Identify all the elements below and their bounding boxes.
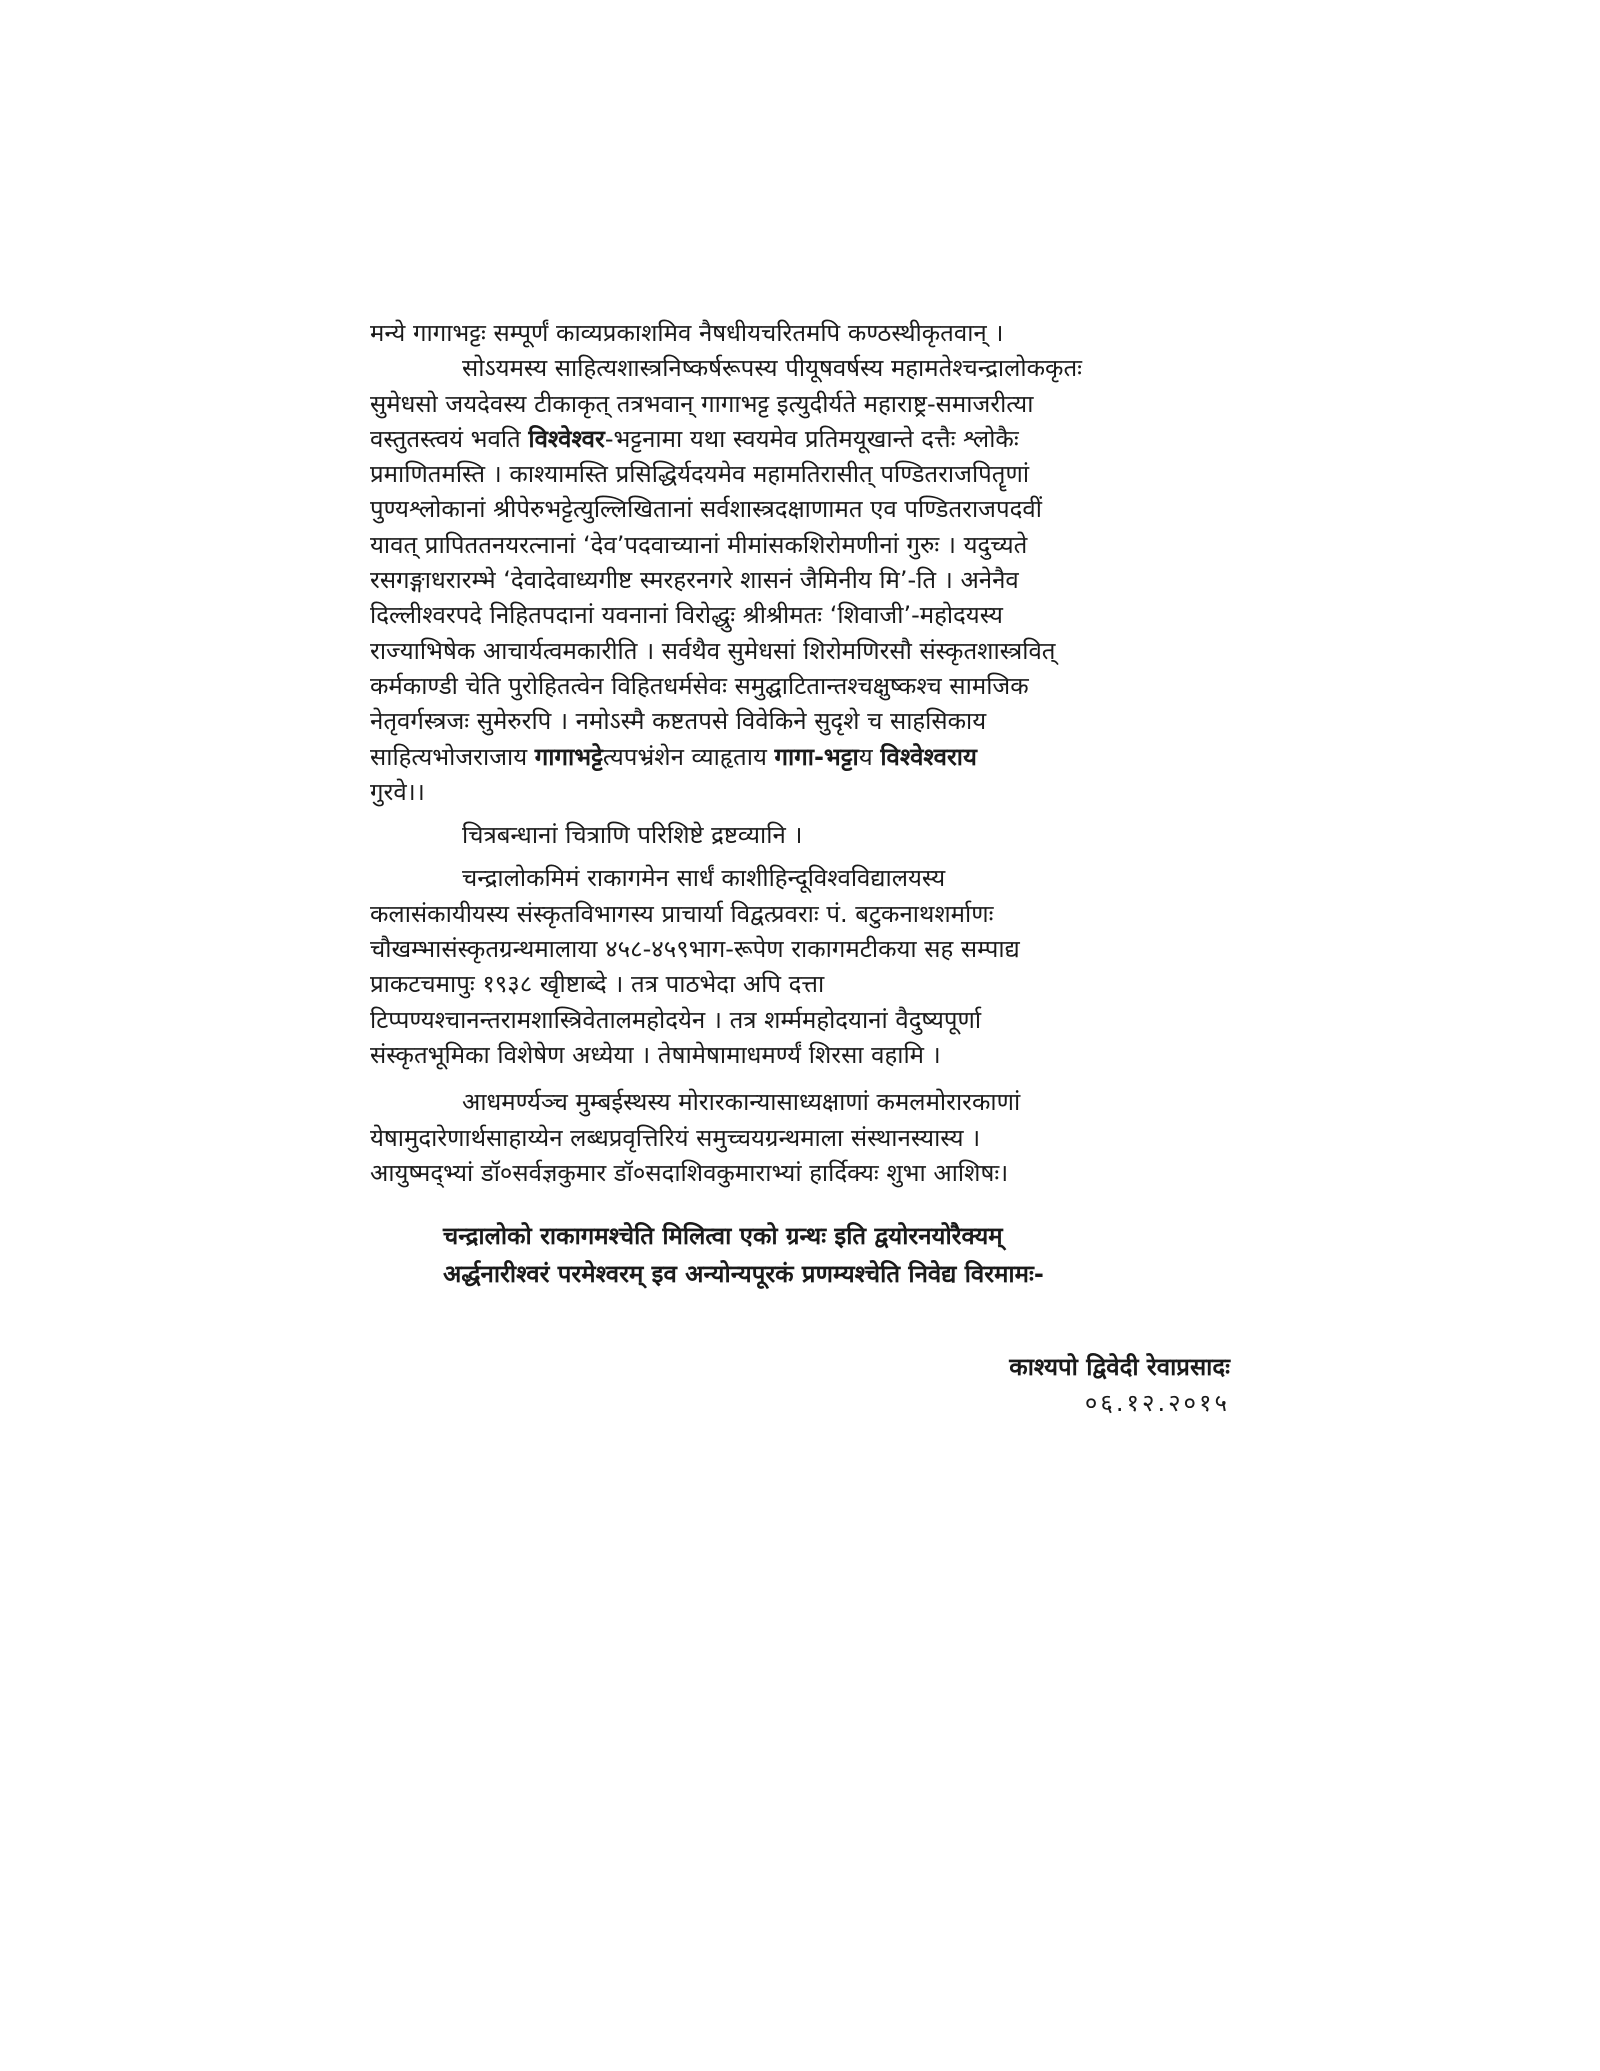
paragraph-line: मन्ये गागाभट्टः सम्पूर्णं काव्यप्रकाशमिव नैषधीयचरितमपि कण्ठस्थीकृतवान् ।	[370, 319, 1004, 347]
line-text: त्यपभ्रंशेन व्याहृताय	[602, 742, 775, 771]
paragraph-line: यावत् प्रापिततनयरत्नानां ‘देव’पदवाच्यानां मीमांसकशिरोमणीनां गुरुः । यदुच्यते	[370, 530, 1028, 559]
line-text: वस्तुतस्त्वयं भवति	[370, 424, 529, 453]
paragraph-line: सुमेधसो जयदेवस्य टीकाकृत् तत्रभवान् गागाभट्ट इत्युदीर्यते महाराष्ट्र-समाजरीत्या	[370, 389, 1034, 418]
closing-line: चन्द्रालोको राकागमश्चेति मिलित्वा एको ग्रन्थः इति द्वयोरनयोरैक्यम्	[443, 1222, 1003, 1251]
document-page	[370, 316, 1230, 1421]
paragraph-line	[370, 740, 1230, 775]
paragraph-line: दिल्लीश्वरपदे निहितपदानां यवनानां विरोद्धुः श्रीश्रीमतः ‘शिवाजी’-महोदयस्य	[370, 601, 1003, 630]
paragraph-line: राज्याभिषेक आचार्यत्वमकारीति । सर्वथैव सुमेधसां शिरोमणिरसौ संस्कृतशास्त्रवित्	[370, 636, 1056, 665]
paragraph-1	[370, 316, 1230, 351]
paragraph-3	[370, 818, 1230, 853]
paragraph-5	[370, 1085, 1230, 1191]
closing-statement	[443, 1217, 1230, 1293]
paragraph-line: गुरवे।।	[370, 777, 425, 806]
paragraph-line: येषामुदारेणार्थसाहाय्येन लब्धप्रवृत्तिरियं समुच्चयग्रन्थमाला संस्थानस्यास्य ।	[370, 1123, 981, 1152]
line-text: -भट्टनामा यथा स्वयमेव प्रतिमयूखान्ते दत्तैः श्लोकैः	[604, 424, 1019, 453]
author-name: काश्यपो द्विवेदी रेवाप्रसादः	[1009, 1353, 1230, 1382]
bold-name-gaga-bhatta: गागा-भट्टा	[774, 742, 859, 771]
line-text: य	[858, 742, 881, 771]
signature-block	[370, 1349, 1230, 1421]
paragraph-line: नेतृवर्गस्त्रजः सुमेरुरपि । नमोऽस्मै कष्टतपसे विवेकिने सुदृशे च साहसिकाय	[370, 707, 987, 736]
paragraph-line: आधमर्ण्यञ्च मुम्बईस्थस्य मोरारकान्यासाध्यक्षाणां कमलमोरारकाणां	[462, 1088, 1021, 1117]
paragraph-line: आयुष्मद्भ्यां डॉ०सर्वज्ञकुमार डॉ०सदाशिवकुमाराभ्यां हार्दिक्यः शुभा आशिषः।	[370, 1158, 1009, 1187]
bold-name-vishveshvaraya: विश्वेश्वराय	[880, 742, 977, 771]
line-text: साहित्यभोजराजाय	[370, 742, 535, 771]
closing-line: अर्द्धनारीश्वरं परमेश्वरम् इव अन्योन्यपूरकं प्रणम्यश्चेति निवेद्य विरमामः-	[443, 1260, 1044, 1289]
paragraph-line: चित्रबन्धानां चित्राणि परिशिष्टे द्रष्टव्यानि ।	[462, 821, 803, 850]
bold-name-gagabhatta: गागाभट्टे	[534, 742, 603, 771]
paragraph-line	[370, 422, 1230, 457]
paragraph-line: टिप्पण्यश्चानन्तरामशास्त्रिवेतालमहोदयेन । तत्र शर्म्ममहोदयानां वैदुष्यपूर्णा	[370, 1005, 982, 1034]
paragraph-line: कलासंकायीयस्य संस्कृतविभागस्य प्राचार्या विद्वत्प्रवराः पं. बटुकनाथशर्माणः	[370, 899, 994, 928]
paragraph-line: पुण्यश्लोकानां श्रीपेरुभट्टेत्युल्लिखितानां सर्वशास्त्रदक्षाणामत एव पण्डितराजपदवीं	[370, 495, 1042, 524]
paragraph-line: कर्मकाण्डी चेति पुरोहितत्वेन विहितधर्मसेवः समुद्घाटितान्तश्चक्षुष्कश्च सामजिक	[370, 671, 1029, 700]
paragraph-line: प्रमाणितमस्ति । काश्यामस्ति प्रसिद्धिर्यदयमेव महामतिरासीत् पण्डितराजपितॄणां	[370, 460, 1030, 489]
paragraph-line: सोऽयमस्य साहित्यशास्त्रनिष्कर्षरूपस्य पीयूषवर्षस्य महामतेश्चन्द्रालोककृतः	[462, 354, 1082, 383]
paragraph-2	[370, 351, 1230, 810]
paragraph-line: चन्द्रालोकमिमं राकागमेन सार्धं काशीहिन्दूविश्वविद्यालयस्य	[462, 864, 946, 893]
paragraph-line: संस्कृतभूमिका विशेषेण अध्येया । तेषामेषामाधमर्ण्यं शिरसा वहामि ।	[370, 1040, 941, 1069]
paragraph-line: प्राकटचमापुः १९३८ खृीष्टाब्दे । तत्र पाठभेदा अपि दत्ता	[370, 970, 825, 999]
paragraph-4	[370, 861, 1230, 1073]
bold-name-vishveshvara: विश्वेश्वर	[528, 424, 605, 453]
signature-date: ०६.१२.२०१५	[1084, 1389, 1230, 1418]
paragraph-line: रसगङ्गाधरारम्भे ‘देवादेवाध्यगीष्ट स्मरहरनगरे शासनं जैमिनीय मि’-ति । अनेनैव	[370, 566, 1019, 595]
paragraph-line: चौखम्भासंस्कृतग्रन्थमालाया ४५८-४५९भाग-रूपेण राकागमटीकया सह सम्पाद्य	[370, 935, 1020, 964]
